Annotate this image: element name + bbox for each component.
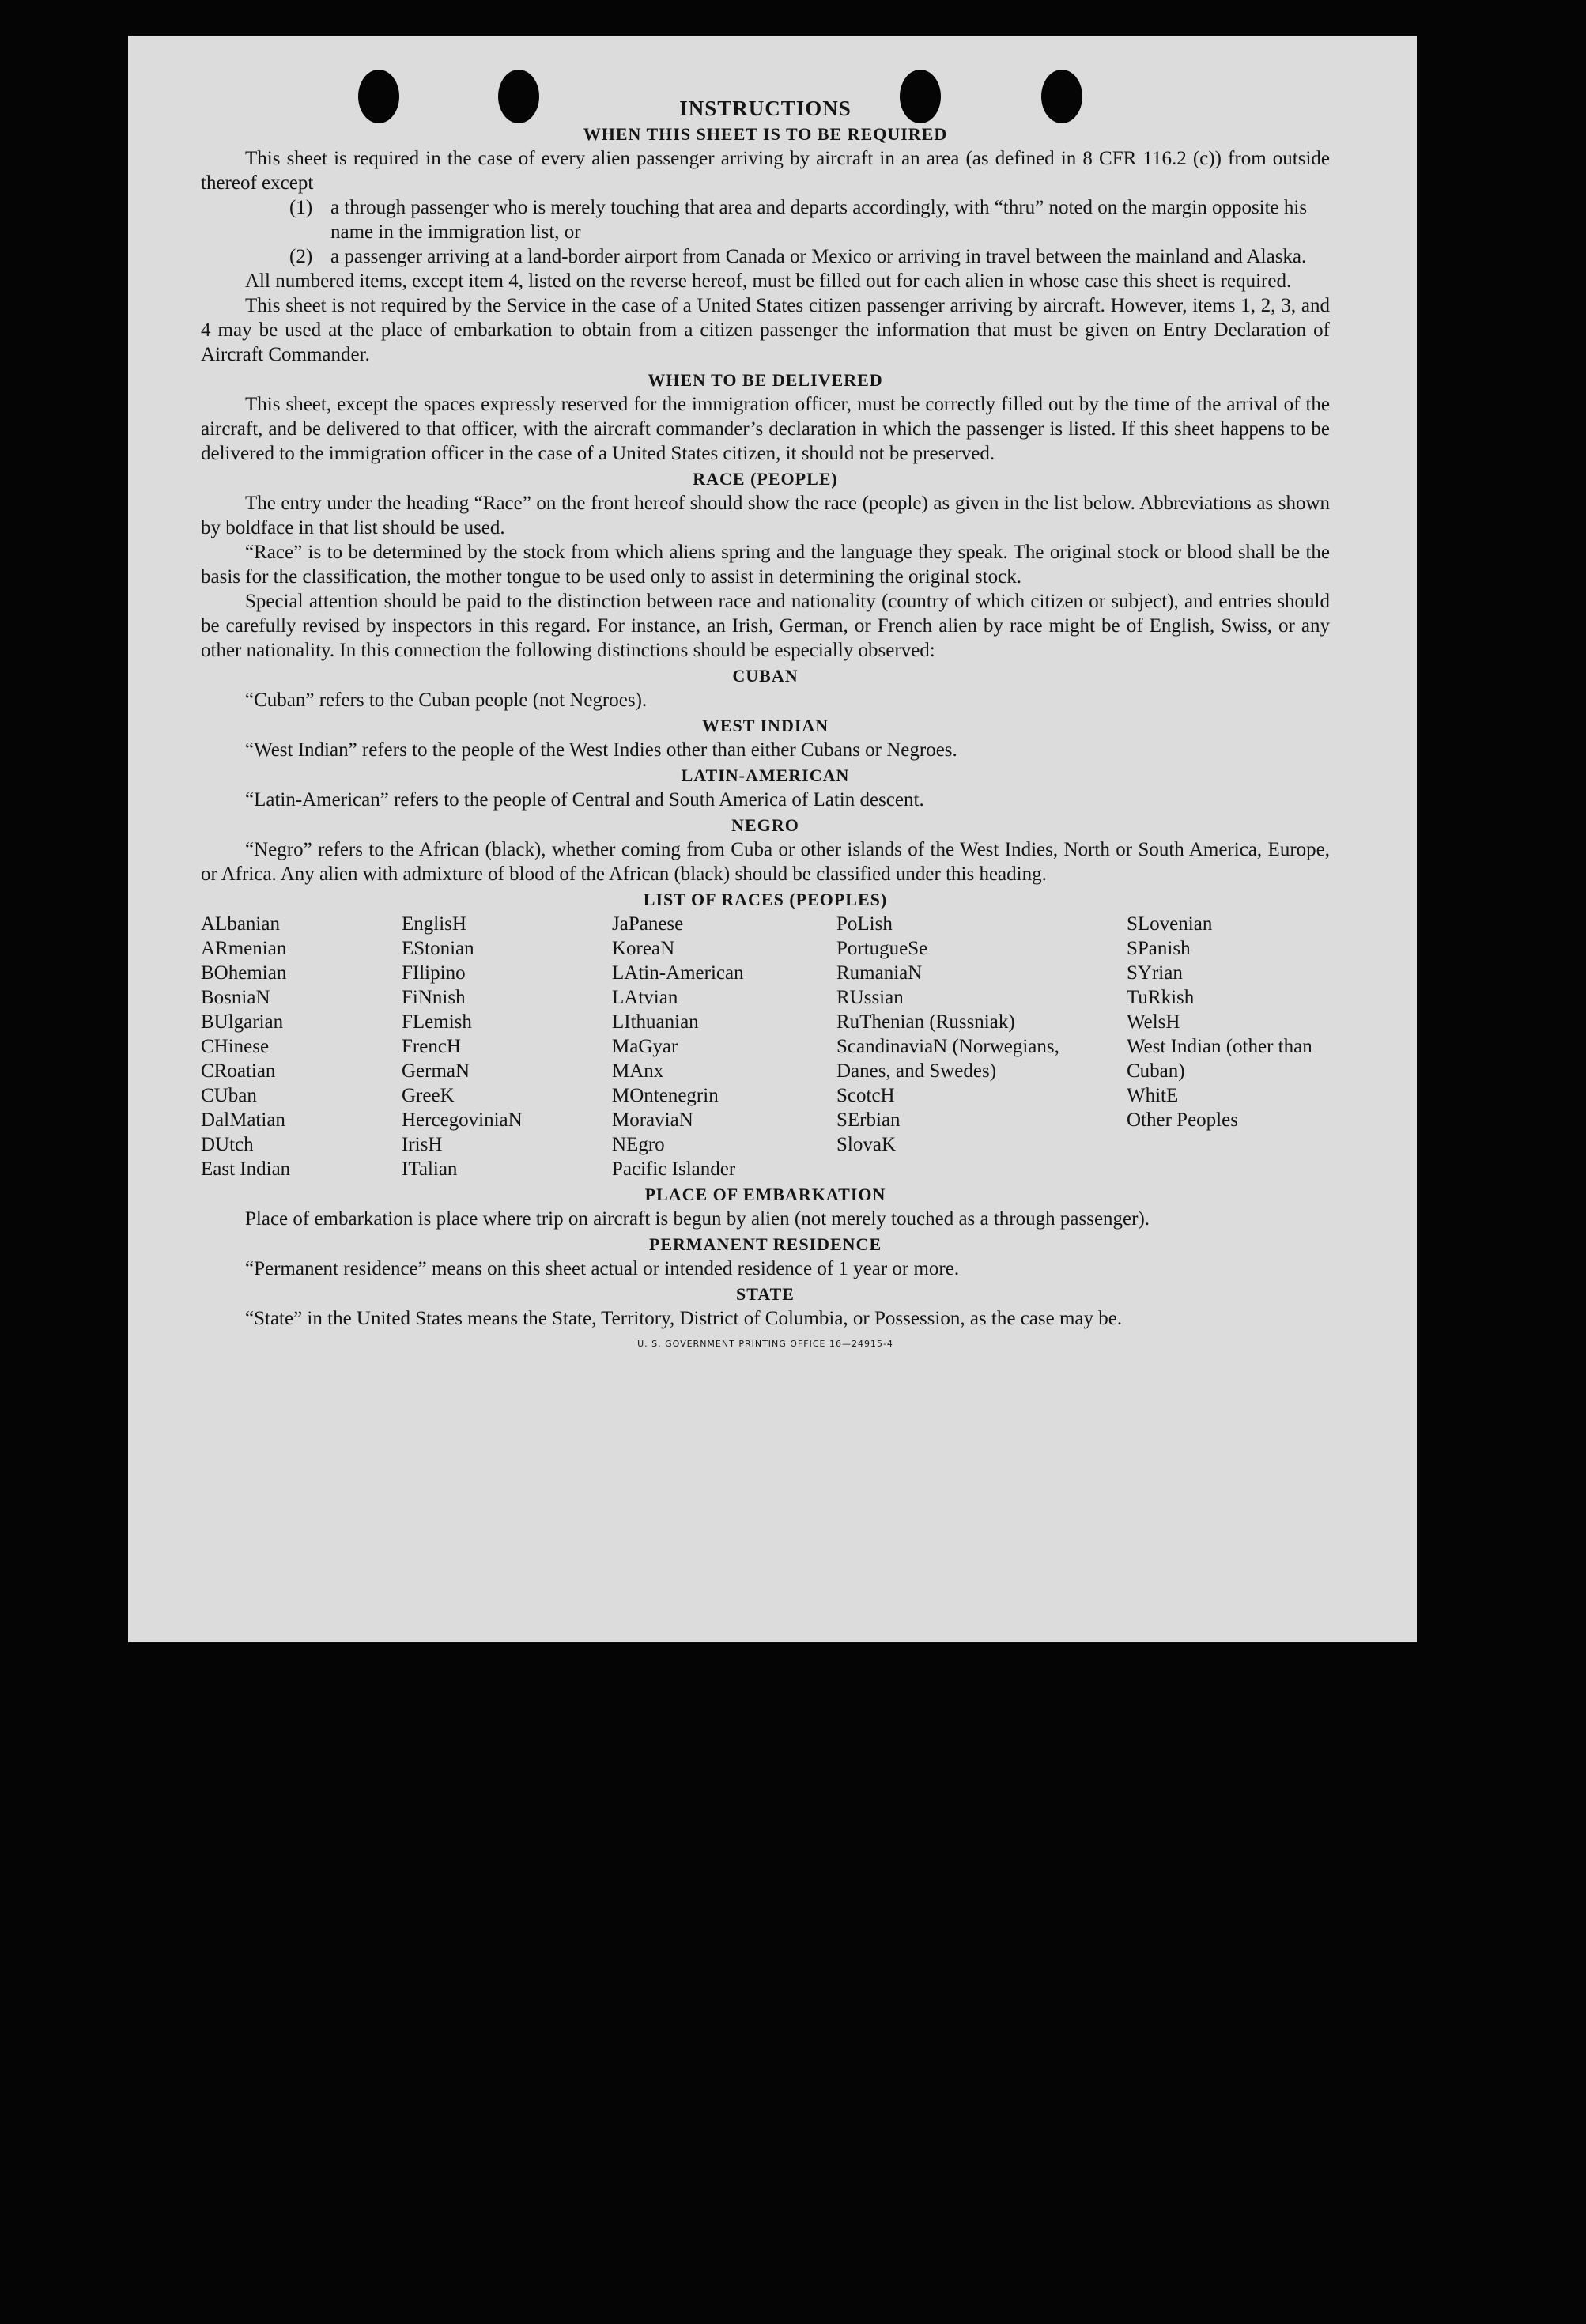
race-item: SLovenian — [1127, 913, 1213, 935]
race-column — [402, 912, 612, 1181]
race-item: FIlipino — [402, 962, 466, 984]
race-item: IrisH — [402, 1134, 443, 1155]
race-item: WhitE — [1127, 1085, 1179, 1106]
race-item: ITalian — [402, 1158, 458, 1180]
race-item: HercegoviniaN — [402, 1109, 523, 1131]
race-item: Pacific Islander — [612, 1158, 736, 1180]
race-item: Other Peoples — [1127, 1109, 1238, 1131]
list-item: (1) a through passenger who is merely touching that area and departs accordingly, with “thru” noted on the margin opposite his name in the immigration list, or — [289, 197, 1308, 243]
paragraph: This sheet, except the spaces expressly reserved for the immigration officer, must be correctly filled out by the time of the arrival of the aircraft, and be delivered to that officer, with the aircraft commander’s declaration in which the passenger is listed. If this sheet happens to be delivered to the immigration officer in the case of a United States citizen, it should not be preserved. — [201, 394, 1330, 464]
race-column — [612, 912, 836, 1181]
race-item: JaPanese — [612, 913, 684, 935]
paragraph: “Latin-American” refers to the people of Central and South America of Latin descent. — [245, 789, 924, 811]
race-item: FrencH — [402, 1036, 461, 1057]
paragraph: “West Indian” refers to the people of the West Indies other than either Cubans or Negroes. — [245, 739, 957, 761]
race-item: LAtvian — [612, 987, 678, 1008]
printer-footer: U. S. GOVERNMENT PRINTING OFFICE 16—24915-4 — [637, 1339, 893, 1349]
race-item: MOntenegrin — [612, 1085, 719, 1106]
race-item: CUban — [201, 1085, 257, 1106]
race-item: EStonian — [402, 938, 474, 959]
race-item: RumaniaN — [836, 962, 923, 984]
section-heading: LATIN-AMERICAN — [681, 765, 850, 785]
race-item: GreeK — [402, 1085, 455, 1106]
section-heading: LIST OF RACES (PEOPLES) — [643, 890, 888, 909]
paragraph: Special attention should be paid to the distinction between race and nationality (country of which citizen or subject), and entries should be carefully revised by inspectors in this regard. For instance, an Irish, German, or French alien by race might be of English, Swiss, or any other nationality. In this connection the following distinctions should be especially observed: — [201, 591, 1330, 661]
punch-hole — [1041, 70, 1082, 123]
paragraph: This sheet is required in the case of every alien passenger arriving by aircraft in an area (as defined in 8 CFR 116.2 (c)) from outside thereof except — [201, 148, 1330, 194]
paragraph: “Race” is to be determined by the stock from which aliens spring and the language they speak. The original stock or blood shall be the basis for the classification, the mother tongue to be used only to assist in determining the original stock. — [201, 542, 1330, 588]
race-item: RuThenian (Russniak) — [836, 1011, 1015, 1033]
paragraph: “Cuban” refers to the Cuban people (not Negroes). — [245, 690, 648, 711]
paragraph: The entry under the heading “Race” on the front hereof should show the race (people) as given in the list below. Abbreviations as shown by boldface in that list should be used. — [201, 493, 1330, 538]
race-item: SlovaK — [836, 1134, 896, 1155]
race-item: ScotcH — [836, 1085, 895, 1106]
race-item: SErbian — [836, 1109, 901, 1131]
paragraph: “Negro” refers to the African (black), whether coming from Cuba or other islands of the West Indies, North or South America, Europe, or Africa. Any alien with admixture of blood of the African (black) should be classified under this heading. — [201, 839, 1330, 885]
paragraph: All numbered items, except item 4, listed on the reverse hereof, must be filled out for each alien in whose case this sheet is required. — [245, 270, 1292, 292]
section-heading: PLACE OF EMBARKATION — [644, 1185, 886, 1204]
page-title: INSTRUCTIONS — [679, 96, 852, 120]
race-item: GermaN — [402, 1060, 470, 1082]
section-heading: STATE — [736, 1284, 795, 1304]
punch-hole — [900, 70, 941, 123]
race-item: SYrian — [1127, 962, 1183, 984]
section-heading: CUBAN — [732, 666, 799, 686]
paragraph: “State” in the United States means the State, Territory, District of Columbia, or Possession, as the case may be. — [245, 1308, 1123, 1329]
race-item: DalMatian — [201, 1109, 285, 1131]
race-item: BosniaN — [201, 987, 270, 1008]
race-item: KoreaN — [612, 938, 675, 959]
race-item: MoraviaN — [612, 1109, 693, 1131]
race-item: SPanish — [1127, 938, 1191, 959]
punch-hole — [358, 70, 399, 123]
race-item: WelsH — [1127, 1011, 1180, 1033]
race-item: BOhemian — [201, 962, 287, 984]
list-item: (2) a passenger arriving at a land-border airport from Canada or Mexico or arriving in travel between the mainland and Alaska. — [289, 246, 1307, 267]
race-item: MAnx — [612, 1060, 664, 1082]
race-column — [201, 912, 402, 1181]
section-heading: WEST INDIAN — [701, 716, 829, 735]
race-item: PortugueSe — [836, 938, 928, 959]
race-item: EnglisH — [402, 913, 466, 935]
race-item: RUssian — [836, 987, 904, 1008]
race-column — [1127, 912, 1330, 1181]
race-item: FLemish — [402, 1011, 472, 1033]
race-item: ScandinaviaN (Norwegians, Danes, and Swedes) — [836, 1036, 1059, 1082]
race-item: NEgro — [612, 1134, 665, 1155]
punch-hole — [498, 70, 539, 123]
race-column — [836, 912, 1127, 1181]
paragraph: This sheet is not required by the Service in the case of a United States citizen passenger arriving by aircraft. However, items 1, 2, 3, and 4 may be used at the place of embarkation to obtain from a citizen passenger the information that must be given on Entry Declaration of Aircraft Commander. — [201, 295, 1330, 365]
race-item: LIthuanian — [612, 1011, 699, 1033]
paragraph: Place of embarkation is place where trip on aircraft is begun by alien (not merely touched as a through passenger). — [245, 1208, 1150, 1230]
section-heading: NEGRO — [731, 815, 799, 835]
race-item: TuRkish — [1127, 987, 1195, 1008]
race-item: CRoatian — [201, 1060, 276, 1082]
section-heading: WHEN TO BE DELIVERED — [648, 370, 883, 390]
section-heading: PERMANENT RESIDENCE — [648, 1234, 882, 1254]
paragraph: “Permanent residence” means on this sheet actual or intended residence of 1 year or more. — [245, 1258, 960, 1279]
race-item: PoLish — [836, 913, 893, 935]
section-heading: WHEN THIS SHEET IS TO BE REQUIRED — [583, 124, 948, 144]
instruction-sheet — [128, 36, 1417, 1642]
race-item: MaGyar — [612, 1036, 678, 1057]
race-list — [201, 912, 1330, 1181]
race-item: LAtin-American — [612, 962, 744, 984]
race-item: FiNnish — [402, 987, 466, 1008]
section-heading: RACE (PEOPLE) — [693, 469, 838, 489]
race-item: BUlgarian — [201, 1011, 284, 1033]
race-item: DUtch — [201, 1134, 254, 1155]
race-item: West Indian (other than Cuban) — [1127, 1036, 1312, 1082]
race-item: East Indian — [201, 1158, 291, 1180]
race-item: ARmenian — [201, 938, 287, 959]
race-item: CHinese — [201, 1036, 270, 1057]
race-item: ALbanian — [201, 913, 280, 935]
